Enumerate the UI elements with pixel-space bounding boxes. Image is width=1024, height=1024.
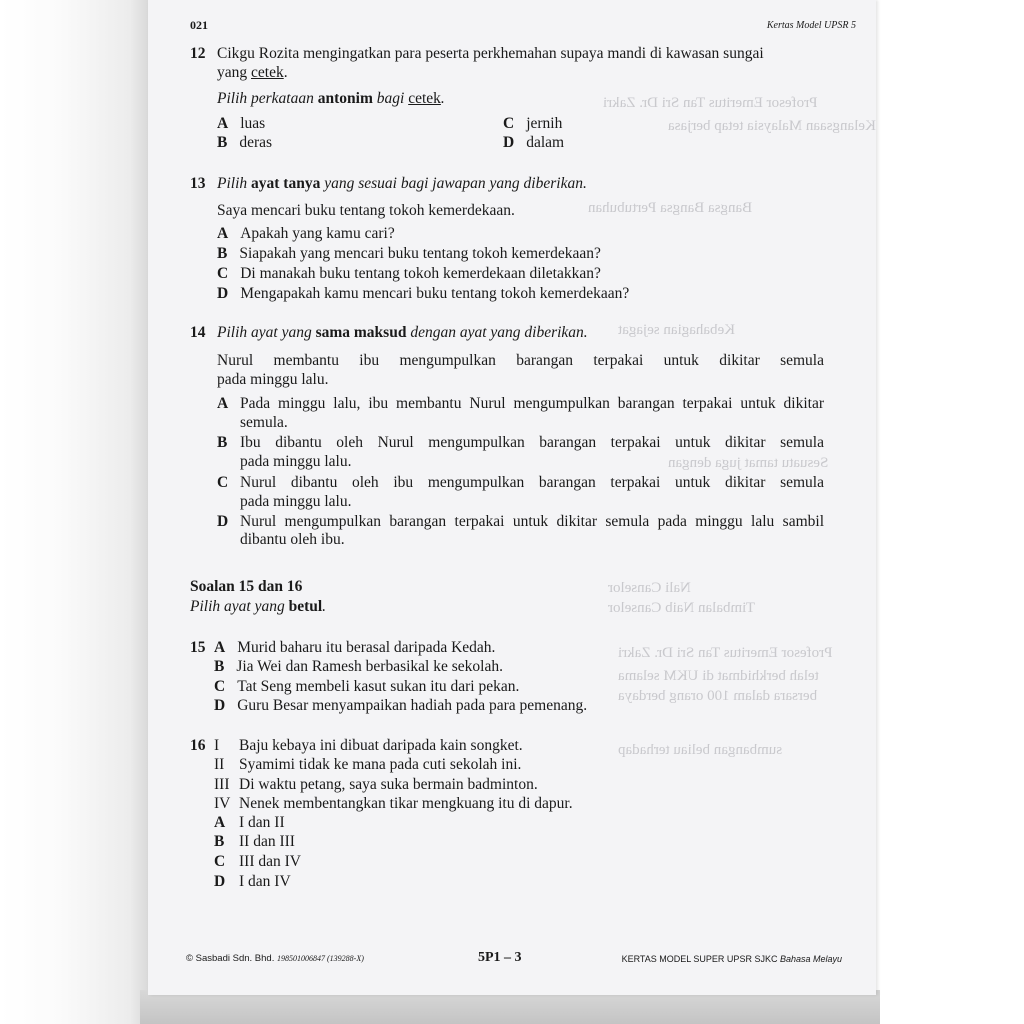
underlined-word: cetek: [251, 64, 284, 81]
option-b-cont[interactable]: pada minggu lalu.: [240, 453, 352, 470]
statement-ii: II Syamimi tidak ke mana pada cuti sekolah ini.: [214, 756, 522, 773]
option-a[interactable]: A Apakah yang kamu cari?: [217, 225, 395, 242]
option-a[interactable]: A I dan II: [214, 814, 285, 831]
option-b[interactable]: B II dan III: [214, 833, 295, 850]
scan-edge-bottom: [140, 990, 880, 1024]
option-d[interactable]: D Mengapakah kamu mencari buku tentang tokoh kemerdekaan?: [217, 285, 630, 302]
question-instruction: Pilih ayat yang sama maksud dengan ayat yang diberikan.: [217, 324, 588, 341]
option-d-cont[interactable]: dibantu oleh ibu.: [240, 531, 345, 548]
question-number: 16: [190, 737, 206, 754]
given-sentence-line1: Nurul membantu ibu mengumpulkan barangan terpakai untuk dikitar semula: [217, 352, 824, 369]
footer-page-number: 5P1 – 3: [478, 950, 522, 965]
option-d[interactable]: Nurul mengumpulkan barangan terpakai untuk dikitar semula pada minggu lalu sambil: [240, 513, 824, 530]
footer-book-title: KERTAS MODEL SUPER UPSR SJKC Bahasa Melayu: [621, 954, 842, 964]
option-a[interactable]: Pada minggu lalu, ibu membantu Nurul mengumpulkan barangan terpakai untuk dikitar: [240, 395, 824, 412]
option-d[interactable]: D Guru Besar menyampaikan hadiah pada para pemenang.: [214, 697, 588, 714]
option-c-cont[interactable]: pada minggu lalu.: [240, 493, 352, 510]
option-c[interactable]: C III dan IV: [214, 853, 301, 870]
option-letter: B: [217, 434, 228, 451]
option-c[interactable]: C jernih: [503, 115, 563, 132]
question-stem: Cikgu Rozita mengingatkan para peserta perkhemahan supaya mandi di kawasan sungai: [217, 45, 764, 62]
option-b[interactable]: B Jia Wei dan Ramesh berbasikal ke sekolah.: [214, 658, 503, 675]
option-letter: A: [217, 395, 229, 412]
option-b[interactable]: B deras: [217, 134, 273, 151]
option-d[interactable]: D dalam: [503, 134, 565, 151]
statement-i: I Baju kebaya ini dibuat daripada kain songket.: [214, 737, 523, 754]
exam-page: Profesor Emeritus Tan Sri Dr. Zakri Kelangsaan Malaysia tetap berjasa Bangsa Bangsa Pertubuhan Kebahagian sejagat Sesuatu tamat juga dengan Nali Canselor Timbalan Naib Canselor Profesor Emeritus Tan Sri Dr. Zakri telah berkhidmat di UKM selama bersara dalam 100 orang berdaya sumbangan beliau terhadap 021 Kertas Model UPSR 5 12 Cikgu Rozita mengingatkan para peserta perkhemahan supaya mandi di kawasan sungai yang cetek. Pilih perkataan antonim bagi cetek. A luas B deras C jernih D dalam 13 Pilih ayat tanya yang sesuai bagi jawapan yang diberikan. Saya mencari buku tentang tokoh kemerdekaan. A Apakah yang kamu cari? B Siapakah yang mencari buku tentang tokoh kemerdekaan? C Di manakah buku tentang tokoh kemerdekaan diletakkan? D Mengapakah kamu mencari buku tentang tokoh kemerdekaan? 14 Pilih ayat yang sama maksud dengan ayat yang diberikan. Nurul membantu ibu mengumpulkan barangan terpakai untuk dikitar semula pada minggu lalu. A Pada minggu lalu, ibu membantu Nurul mengumpulkan barangan terpakai untuk dikitar semula. B Ibu dibantu oleh Nurul mengumpulkan barangan terpakai untuk dikitar semula pada minggu lalu. C Nurul dibantu oleh ibu mengumpulkan barangan terpakai untuk dikitar semula pada minggu lalu. D Nurul mengumpulkan barangan terpakai untuk dikitar semula pada minggu lalu sambil dibantu oleh ibu. Soalan 15 dan 16 Pilih ayat yang betul. 15 A Murid baharu itu berasal daripada Kedah. B Jia Wei dan Ramesh berbasikal ke sekolah. C Tat Seng membeli kasut sukan itu dari pekan. D Guru Besar menyampaikan hadiah pada para pemenang. 16 I Baju kebaya ini dibuat daripada kain songket. II Syamimi tidak ke mana pada cuti sekolah ini. III Di waktu petang, saya suka bermain badminton. IV Nenek membentangkan tikar mengkuang itu di dapur. A I dan II B II dan III C III dan IV D I dan IV © Sasbadi Sdn. Bhd. 198501006847 (139288-X) 5P1 – 3 KERTAS MODEL SUPER UPSR SJKC Bahasa Melayu: [148, 0, 876, 995]
option-c[interactable]: C Di manakah buku tentang tokoh kemerdekaan diletakkan?: [217, 265, 601, 282]
statement-iii: III Di waktu petang, saya suka bermain badminton.: [214, 776, 538, 793]
option-d[interactable]: D I dan IV: [214, 873, 291, 890]
footer-publisher: © Sasbadi Sdn. Bhd. 198501006847 (139288-X): [186, 953, 364, 964]
section-instruction: Pilih ayat yang betul.: [190, 598, 327, 615]
page-code: 021: [190, 18, 208, 32]
given-sentence: Saya mencari buku tentang tokoh kemerdekaan.: [217, 202, 515, 219]
option-c[interactable]: C Tat Seng membeli kasut sukan itu dari pekan.: [214, 678, 520, 695]
question-number: 15: [190, 639, 206, 656]
series-title: Kertas Model UPSR 5: [766, 20, 856, 31]
option-b[interactable]: B Siapakah yang mencari buku tentang tokoh kemerdekaan?: [217, 245, 601, 262]
question-instruction: Pilih ayat tanya yang sesuai bagi jawapan yang diberikan.: [217, 175, 587, 192]
option-a[interactable]: A Murid baharu itu berasal daripada Kedah.: [214, 639, 496, 656]
option-a[interactable]: A luas: [217, 115, 266, 132]
option-letter: D: [217, 513, 229, 530]
section-title: Soalan 15 dan 16: [190, 578, 303, 595]
scan-edge-left: [0, 0, 148, 1024]
question-stem-line2: yang cetek.: [217, 64, 288, 81]
option-b[interactable]: Ibu dibantu oleh Nurul mengumpulkan barangan terpakai untuk dikitar semula: [240, 434, 824, 451]
option-c[interactable]: Nurul dibantu oleh ibu mengumpulkan barangan terpakai untuk dikitar semula: [240, 474, 824, 491]
option-a-cont[interactable]: semula.: [240, 414, 288, 431]
given-sentence-line2: pada minggu lalu.: [217, 371, 329, 388]
question-number: 14: [190, 324, 206, 341]
question-number: 12: [190, 45, 206, 62]
question-instruction: Pilih perkataan antonim bagi cetek.: [217, 90, 445, 107]
question-number: 13: [190, 175, 206, 192]
option-letter: C: [217, 474, 229, 491]
statement-iv: IV Nenek membentangkan tikar mengkuang itu di dapur.: [214, 795, 573, 812]
